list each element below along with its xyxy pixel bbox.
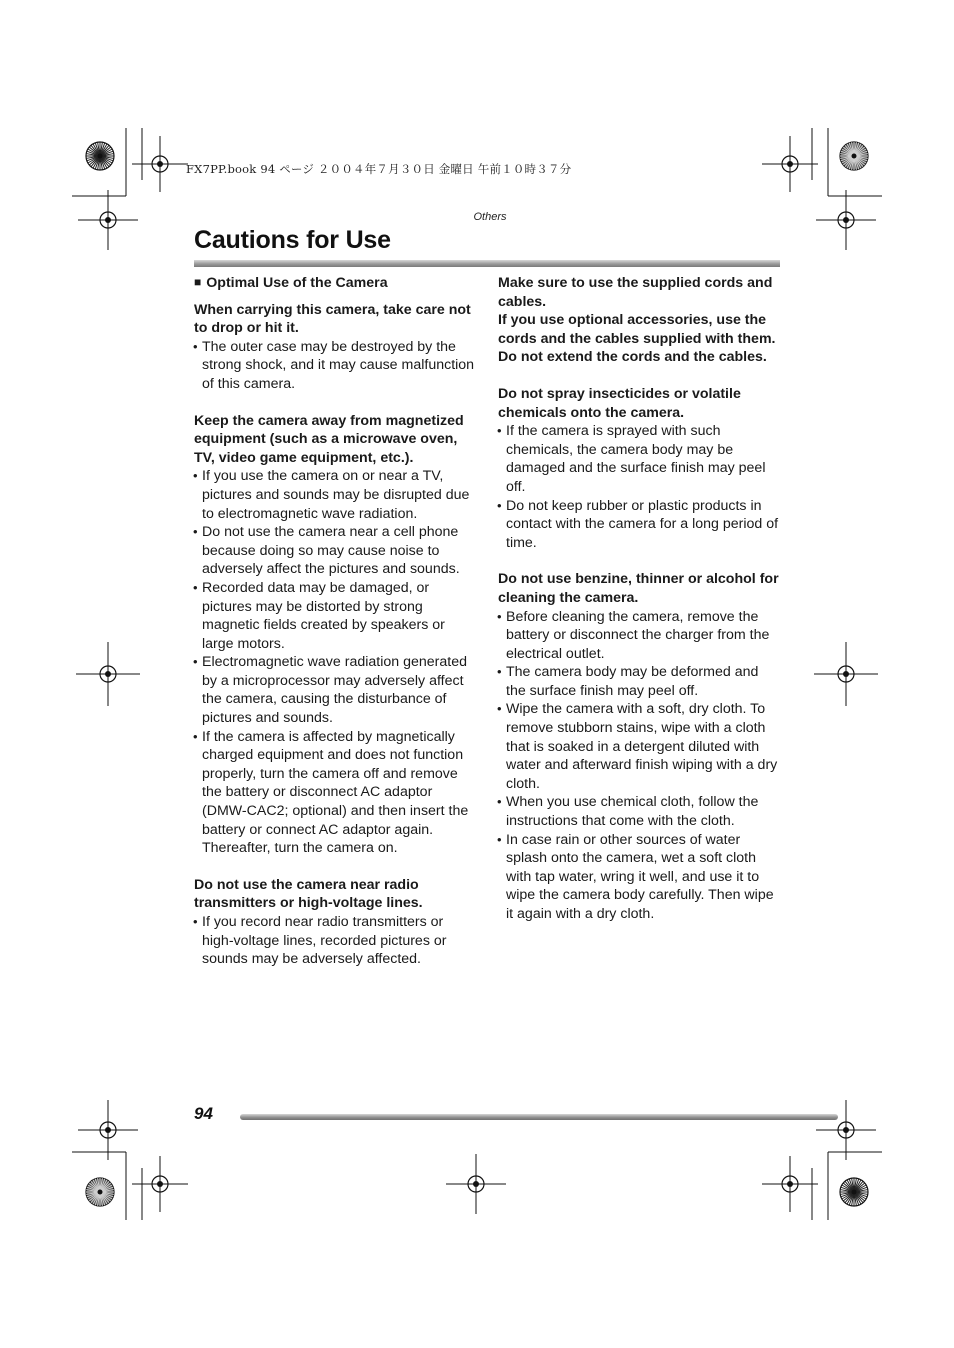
bullet-item: • If the camera is affected by magnetically charged equipment and does not function properly, turn the camera off and remove the battery or disconnect AC adaptor (DMW-CAC2; optional) and then insert the battery or connect AC adaptor again. Thereafter, turn the camera on. xyxy=(194,728,478,858)
title-rule xyxy=(194,260,780,267)
registration-center-icon xyxy=(473,1181,479,1187)
registration-center-icon xyxy=(843,1127,849,1133)
footer-rule xyxy=(240,1114,838,1120)
registration-center-icon xyxy=(787,161,793,167)
caution-heading: When carrying this camera, take care not to drop or hit it. xyxy=(194,301,471,337)
bullet-item: • Do not keep rubber or plastic products in contact with the camera for a long period of time. xyxy=(498,497,782,553)
bullet-item: • Recorded data may be damaged, or pictures may be distorted by strong magnetic fields created by speakers or large motors. xyxy=(194,579,478,653)
registration-center-icon xyxy=(787,1181,793,1187)
caution-heading: If you use optional accessories, use the cords and the cables supplied with them. xyxy=(498,312,776,347)
starburst-center-icon xyxy=(852,1190,857,1195)
bullet-item: • The outer case may be destroyed by the strong shock, and it may cause malfunction of this camera. xyxy=(194,338,478,394)
caution-block xyxy=(194,301,478,394)
bullet-item: • Electromagnetic wave radiation generated by a microprocessor may adversely affect the camera, causing the disturbance of pictures and sounds. xyxy=(194,653,478,727)
bullet-item: • In case rain or other sources of water splash onto the camera, wet a soft cloth with tap water, wring it well, and use it to wipe the camera body carefully. Then wipe it again with a dry cloth. xyxy=(498,831,782,924)
caution-heading: Do not use the camera near radio transmitters or high-voltage lines. xyxy=(194,876,423,912)
bullet-item: • When you use chemical cloth, follow the instructions that come with the cloth. xyxy=(498,793,782,830)
bullet-item: • Before cleaning the camera, remove the battery or disconnect the charger from the electrical outlet. xyxy=(498,608,782,664)
caution-block xyxy=(498,274,782,311)
bullet-item: • If you use the camera on or near a TV, pictures and sounds may be disrupted due to electromagnetic wave radiation. xyxy=(194,467,478,523)
registration-center-icon xyxy=(843,217,849,223)
caution-block xyxy=(498,385,782,552)
registration-center-icon xyxy=(105,1127,111,1133)
caution-block xyxy=(498,311,782,348)
page-number: 94 xyxy=(194,1104,213,1123)
registration-center-icon xyxy=(105,671,111,677)
left-column xyxy=(194,274,478,987)
registration-center-icon xyxy=(105,217,111,223)
registration-center-icon xyxy=(157,161,163,167)
caution-heading: Keep the camera away from magnetized equipment (such as a microwave oven, TV, video game equipment, etc.). xyxy=(194,412,464,466)
starburst-center-icon xyxy=(852,154,857,159)
caution-block xyxy=(194,876,478,969)
caution-heading: Do not use benzine, thinner or alcohol for cleaning the camera. xyxy=(498,571,779,606)
bullet-item: • Wipe the camera with a soft, dry cloth. To remove stubborn stains, wipe with a cloth that is soaked in a detergent diluted with water and afterward finish wiping with a dry cloth. xyxy=(498,700,782,793)
registration-center-icon xyxy=(157,1181,163,1187)
bullet-item: • If the camera is sprayed with such chemicals, the camera body may be damaged and the surface finish may peel off. xyxy=(498,422,782,496)
caution-heading: Do not spray insecticides or volatile chemicals onto the camera. xyxy=(498,385,741,421)
caution-heading: Do not extend the cords and the cables. xyxy=(498,349,767,366)
bullet-item: • Do not use the camera near a cell phone because doing so may cause noise to adversely affect the pictures and sounds. xyxy=(194,523,478,579)
starburst-center-icon xyxy=(98,1190,103,1195)
caution-block xyxy=(498,570,782,923)
page-title: Cautions for Use xyxy=(194,226,391,254)
right-column xyxy=(498,274,782,942)
registration-center-icon xyxy=(843,671,849,677)
section-tag: Others xyxy=(473,211,507,223)
caution-heading: Make sure to use the supplied cords and cables. xyxy=(498,275,773,310)
starburst-center-icon xyxy=(98,154,103,159)
caution-block xyxy=(194,412,478,858)
bullet-item: • The camera body may be deformed and the surface finish may peel off. xyxy=(498,663,782,700)
section-heading: ■ Optimal Use of the Camera xyxy=(194,274,478,293)
print-header: FX7PP.book 94 ページ ２００４年７月３０日 金曜日 午前１０時３７分 xyxy=(186,162,572,176)
bullet-item: • If you record near radio transmitters or high-voltage lines, recorded pictures or sounds may be adversely affected. xyxy=(194,913,478,969)
caution-block xyxy=(498,348,782,367)
